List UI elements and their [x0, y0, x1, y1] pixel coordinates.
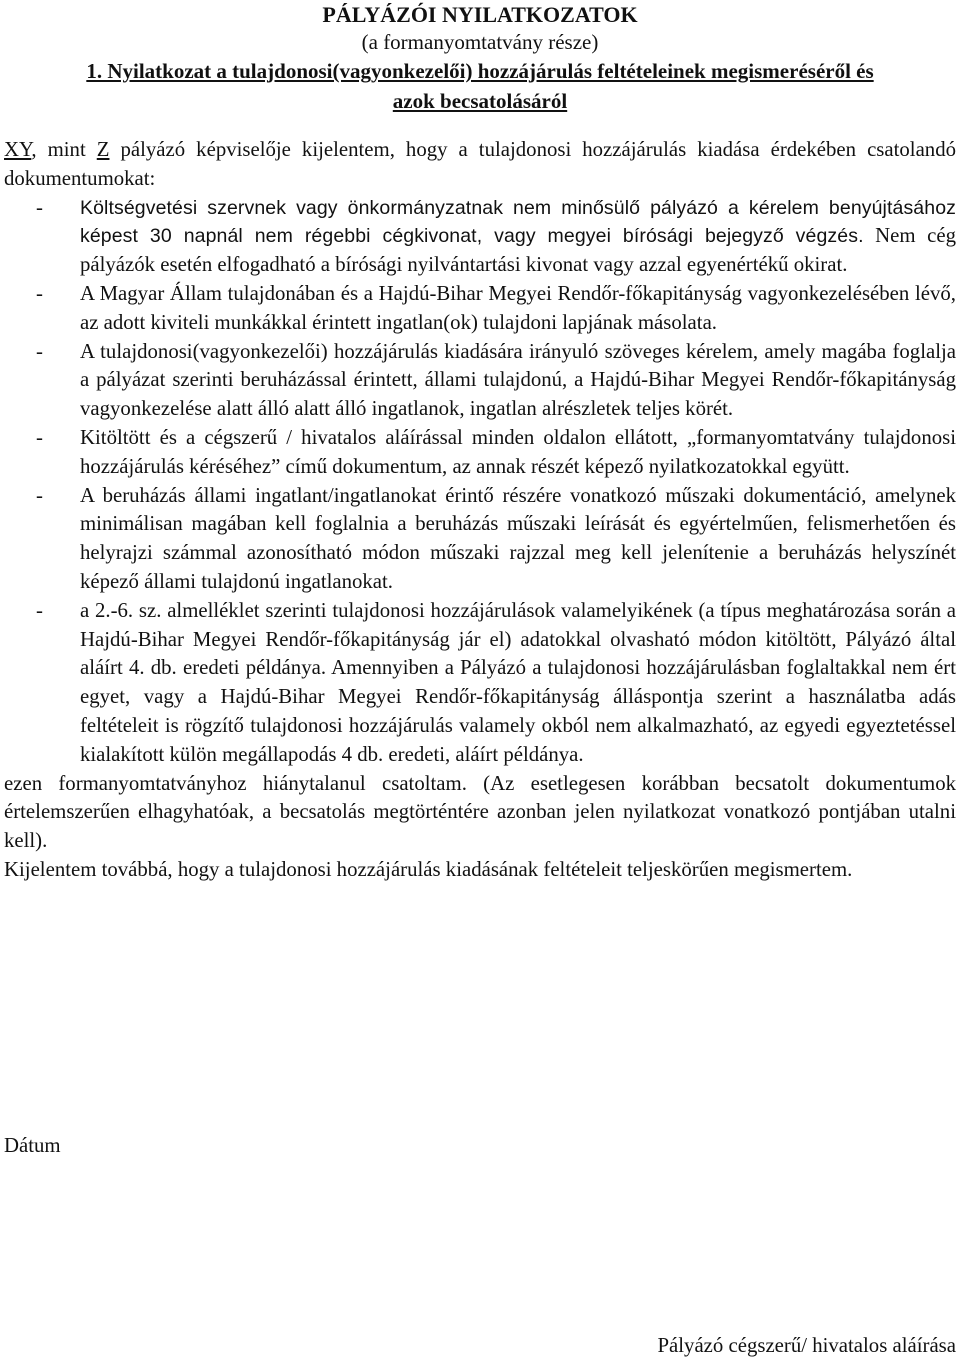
document-subtitle: (a formanyomtatvány része) [361, 30, 599, 54]
list-dash: - [36, 281, 43, 305]
list-item-text: A Magyar Állam tulajdonában és a Hajdú-Bihar Megyei Rendőr-főkapitányság vagyonkezelésében lévő, az adott kiviteli munkákkal érintett ingatlan(ok) tulajdoni lapjának másolata. [80, 281, 956, 334]
list-item [4, 194, 956, 280]
intro-text-1: , mint [31, 138, 97, 161]
list-item [4, 597, 956, 770]
signature-label: Pályázó cégszerű/ hivatalos aláírása [657, 1334, 956, 1357]
list-item-text-sans: Költségvetési szervnek vagy önkormányzatnak nem minősülő pályázó a kérelem benyújtásához képest 30 napnál nem régebbi cégkivonat, vagy megyei bírósági bejegyző végzés. [80, 196, 956, 248]
list-dash: - [36, 425, 43, 449]
list-item-text: A beruházás állami ingatlant/ingatlanokat érintő részére vonatkozó műszaki dokumentáció, amelynek minimálisan magában kell foglalnia a beruházás műszaki leírását és egyértelműen, felismerhetően és helyrajzi számmal azonosítható módon műszaki rajzzal meg kell jelenítenie a beruházás helyszínét képező állami tulajdonú ingatlanokat. [80, 483, 956, 593]
required-documents-list [4, 194, 956, 770]
section-heading [4, 56, 956, 116]
intro-paragraph [4, 136, 956, 194]
intro-xy: XY [4, 138, 32, 161]
document-page [0, 2, 960, 1365]
list-item [4, 338, 956, 424]
date-label: Dátum [4, 1134, 61, 1157]
list-dash: - [36, 483, 43, 507]
list-dash: - [36, 195, 43, 219]
document-title: PÁLYÁZÓI NYILATKOZATOK [322, 2, 638, 27]
section-heading-line-1: 1. Nyilatkozat a tulajdonosi(vagyonkezelői) hozzájárulás feltételeinek megismeréséről és [86, 59, 874, 83]
list-dash: - [36, 339, 43, 363]
list-dash: - [36, 598, 43, 622]
list-item-text: Nem cég pályázók esetén elfogadható a bírósági nyilvántartási kivonat vagy azzal egyenértékű okirat. [80, 224, 956, 277]
closing-paragraph-1: ezen formanyomtatványhoz hiánytalanul csatoltam. (Az esetlegesen korábban becsatolt dokumentumok értelemszerűen elhagyhatóak, a becsatolás megtörténtére azonban jelen nyilatkozat vonatkozó pontjában utalni kell). [4, 771, 956, 853]
section-heading-line-2: azok becsatolásáról [392, 89, 568, 113]
list-item-text: Kitöltött és a cégszerű / hivatalos aláírással minden oldalon ellátott, „formanyomtatvány tulajdonosi hozzájárulás kéréséhez” című dokumentum, az annak részét képező nyilatkozatokkal együtt. [80, 425, 956, 478]
list-item-text: A tulajdonosi(vagyonkezelői) hozzájárulás kiadására irányuló szöveges kérelem, amely magába foglalja a pályázat szerinti beruházással érintett, állami tulajdonú, a Hajdú-Bihar Megyei Rendőr-főkapitányság vagyonkezelése alatt álló alatt álló ingatlanok, ingatlan alrészletek teljes körét. [80, 339, 956, 421]
list-item [4, 280, 956, 338]
list-item [4, 424, 956, 482]
intro-z: Z [96, 138, 110, 161]
list-item-text: a 2.-6. sz. almelléklet szerinti tulajdonosi hozzájárulások valamelyikének (a típus meghatározása során a Hajdú-Bihar Megyei Rendőr-főkapitányság jár el) adatokkal olvasható módon kitöltött, Pályázó által aláírt 4. db. eredeti példánya. Amennyiben a Pályázó a tulajdonosi hozzájárulásban foglaltakkal nem ért egyet, vagy a Hajdú-Bihar Megyei Rendőr-főkapitányság álláspontja szerint a használatba adás feltételeit is rögzítő tulajdonosi hozzájárulás valamely okból nem alkalmazható, az egyedi egyeztetéssel kialakított külön megállapodás 4 db. eredeti, aláírt példánya. [80, 598, 956, 766]
list-item [4, 482, 956, 597]
closing-paragraph-2: Kijelentem továbbá, hogy a tulajdonosi hozzájárulás kiadásának feltételeit teljeskörűen megismertem. [4, 857, 853, 881]
intro-text-2: pályázó képviselője kijelentem, hogy a tulajdonosi hozzájárulás kiadása érdekében csatolandó dokumentumokat: [4, 138, 956, 190]
